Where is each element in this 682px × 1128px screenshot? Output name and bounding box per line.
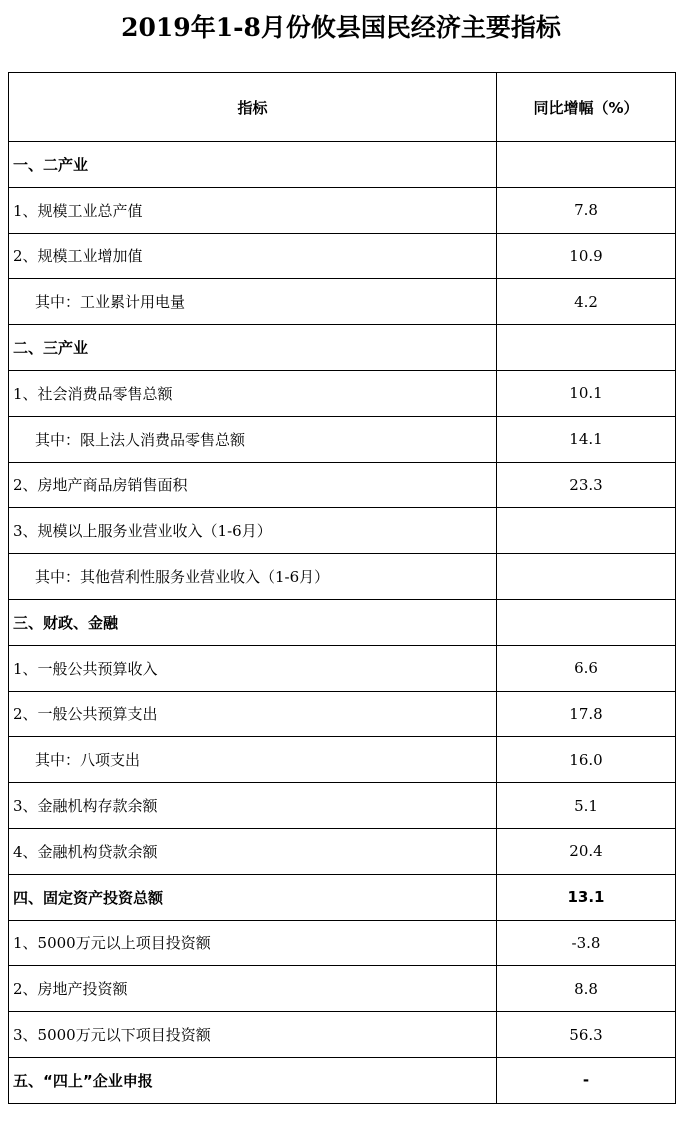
- indicator-name: 2、一般公共预算支出: [9, 691, 497, 737]
- table-row: [9, 920, 676, 966]
- growth-value: 56.3: [497, 1012, 676, 1058]
- indicator-name: 1、规模工业总产值: [9, 187, 497, 233]
- header-indicator: 指标: [9, 73, 497, 142]
- indicator-name: 1、5000万元以上项目投资额: [9, 920, 497, 966]
- growth-value: [497, 325, 676, 371]
- indicator-name: 其中：限上法人消费品零售总额: [9, 416, 497, 462]
- growth-value: 8.8: [497, 966, 676, 1012]
- table-row: [9, 370, 676, 416]
- table-row: [9, 462, 676, 508]
- growth-value: [497, 142, 676, 188]
- table-row: [9, 966, 676, 1012]
- table-row: [9, 416, 676, 462]
- growth-value: 5.1: [497, 783, 676, 829]
- table-body: [9, 142, 676, 1104]
- growth-value: 16.0: [497, 737, 676, 783]
- growth-value: 20.4: [497, 828, 676, 874]
- indicator-name: 3、5000万元以下项目投资额: [9, 1012, 497, 1058]
- table-row: [9, 279, 676, 325]
- growth-value: -3.8: [497, 920, 676, 966]
- indicator-name: 三、财政、金融: [9, 599, 497, 645]
- growth-value: 23.3: [497, 462, 676, 508]
- growth-value: 17.8: [497, 691, 676, 737]
- indicator-name: 2、规模工业增加值: [9, 233, 497, 279]
- growth-value: 13.1: [497, 874, 676, 920]
- table-row: [9, 1012, 676, 1058]
- growth-value: 6.6: [497, 645, 676, 691]
- growth-value: [497, 599, 676, 645]
- table-row: [9, 142, 676, 188]
- indicator-name: 1、一般公共预算收入: [9, 645, 497, 691]
- growth-value: 10.1: [497, 370, 676, 416]
- growth-value: [497, 554, 676, 600]
- table-row: [9, 187, 676, 233]
- indicator-name: 2、房地产商品房销售面积: [9, 462, 497, 508]
- page-title: 2019年1-8月份攸县国民经济主要指标: [121, 13, 561, 42]
- table-row: [9, 1057, 676, 1103]
- table-header-row: [9, 73, 676, 142]
- table-row: [9, 737, 676, 783]
- table-row: [9, 508, 676, 554]
- table-row: [9, 599, 676, 645]
- indicator-name: 四、固定资产投资总额: [9, 874, 497, 920]
- table-row: [9, 554, 676, 600]
- indicator-table: [8, 72, 676, 1104]
- indicator-name: 其中：其他营利性服务业营业收入（1-6月）: [9, 554, 497, 600]
- indicator-name: 五、“四上”企业申报: [9, 1057, 497, 1103]
- table-row: [9, 874, 676, 920]
- growth-value: -: [497, 1057, 676, 1103]
- table-row: [9, 828, 676, 874]
- indicator-name: 2、房地产投资额: [9, 966, 497, 1012]
- indicator-name: 二、三产业: [9, 325, 497, 371]
- growth-value: [497, 508, 676, 554]
- indicator-name: 4、金融机构贷款余额: [9, 828, 497, 874]
- indicator-name: 3、金融机构存款余额: [9, 783, 497, 829]
- growth-value: 4.2: [497, 279, 676, 325]
- table-row: [9, 783, 676, 829]
- growth-value: 14.1: [497, 416, 676, 462]
- table-row: [9, 325, 676, 371]
- indicator-name: 其中：八项支出: [9, 737, 497, 783]
- header-growth: 同比增幅（%）: [497, 73, 676, 142]
- indicator-name: 3、规模以上服务业营业收入（1-6月）: [9, 508, 497, 554]
- indicator-name: 一、二产业: [9, 142, 497, 188]
- growth-value: 10.9: [497, 233, 676, 279]
- indicator-name: 其中：工业累计用电量: [9, 279, 497, 325]
- table-row: [9, 233, 676, 279]
- table-row: [9, 691, 676, 737]
- growth-value: 7.8: [497, 187, 676, 233]
- indicator-name: 1、社会消费品零售总额: [9, 370, 497, 416]
- table-row: [9, 645, 676, 691]
